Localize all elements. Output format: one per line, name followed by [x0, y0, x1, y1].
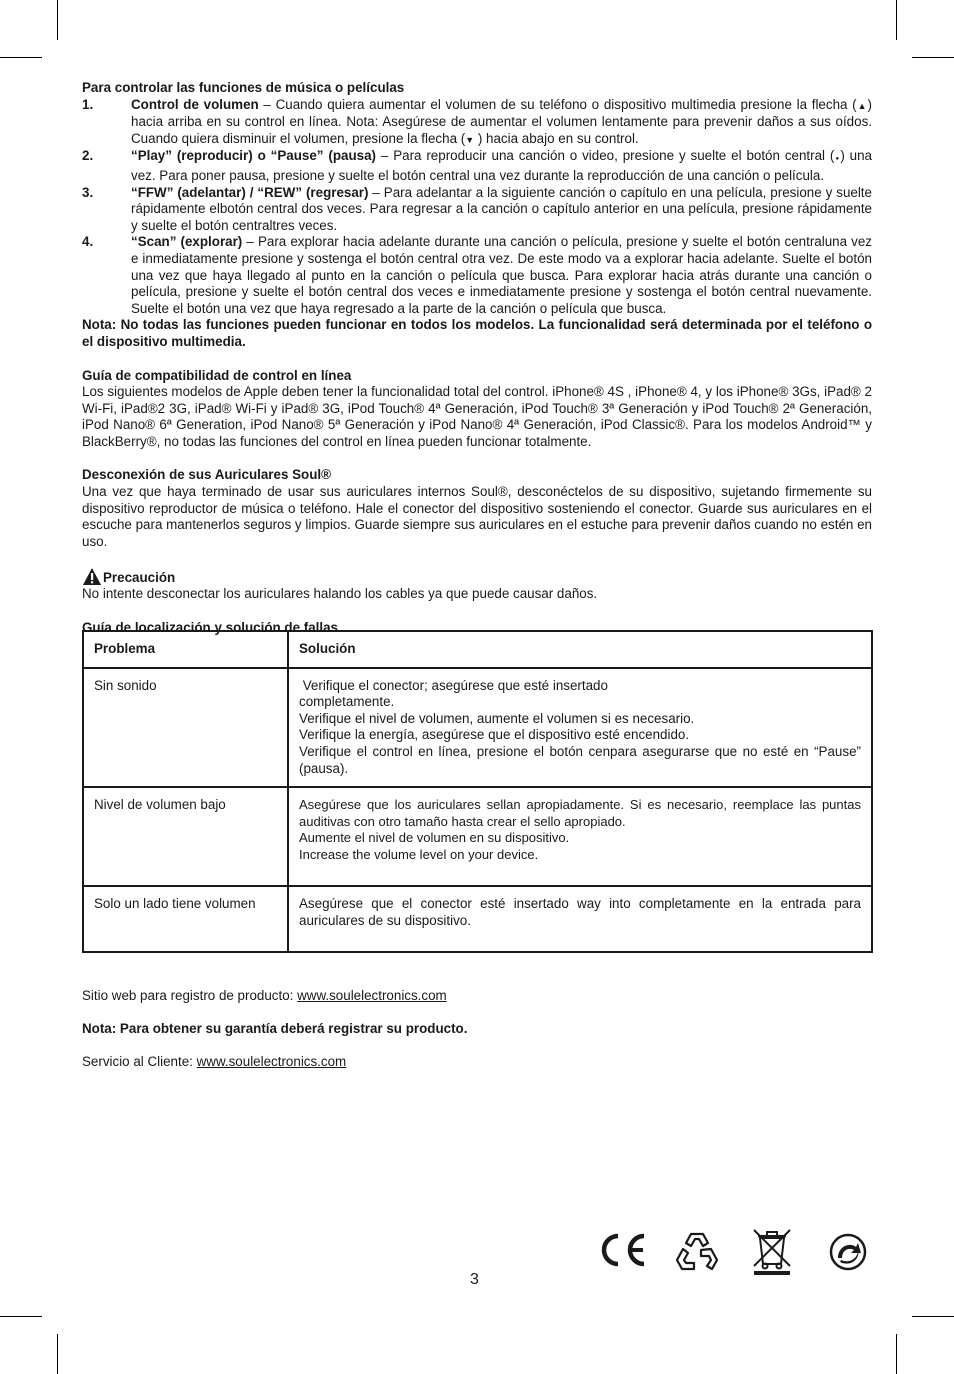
arrow-down-icon: ▼ [465, 134, 475, 145]
disconnect-body: Una vez que haya terminado de usar sus auriculares internos Soul®, desconéctelos de su dispositivo, sujetando firmemente su dispositivo reproductor de música o teléfono. Hale el conector del dispositivo sosteniendo el conector. Guarde sus auriculares en el escuche para mantenerlos seguros y limpios. Guarde siempre sus auriculares en el estuche para prevenir daños cuando no estén en uso. [82, 484, 872, 549]
service-line [82, 1054, 346, 1071]
step-title: “Play” (reproducir) o “Pause” (pausa) [131, 148, 376, 164]
music-heading: Para controlar las funciones de música o películas [82, 80, 405, 95]
weee-bin-icon [750, 1228, 794, 1276]
step-scan [82, 234, 872, 317]
music-steps [82, 97, 872, 318]
step-volume [82, 97, 872, 149]
solution-line: Verifique el conector; asegúrese que esté insertado [299, 677, 608, 693]
solution-cell [288, 668, 872, 788]
troubleshoot-heading: Guía de localización y solución de fallas [82, 620, 338, 636]
solution-cell [288, 886, 872, 952]
page-number: 3 [470, 1271, 479, 1288]
crop-mark [896, 0, 897, 40]
solution-line: Asegúrese que el conector esté insertado way into completamente en la entrada para auriculares de su dispositivo. [299, 896, 861, 928]
solution-line: completamente. [299, 694, 395, 710]
step-text: – Para explorar hacia adelante durante una canción o película, presione y suelte el botón centraluna vez e inmediatamente presione y sostenga el botón central otra vez. De este modo va a explorar hacia adelante. Suelte el botón una vez que haya llegado al punto en la canción o película que busca. Para explorar hacia atrás durante una canción o película, presione y suelte el botón central dos veces e inmediatamente presione y sostenga el botón central nuevamente. Suelte el botón una vez que haya regresado a la parte de la canción o película que busca. [131, 234, 872, 316]
solution-line: Asegúrese que los auriculares sellan apropiadamente. Si es necesario, reemplace las puntas auditivas con otro tamaño hasta crear el sello apropiado. [299, 797, 861, 829]
warranty-note: Nota: Para obtener su garantía deberá registrar su producto. [82, 1021, 468, 1036]
step-play-pause [82, 148, 872, 184]
page-content [82, 80, 872, 637]
table-row [83, 787, 872, 886]
step-ffw-rew [82, 185, 872, 235]
solution-line: Verifique el nivel de volumen, aumente el volumen si es necesario. [299, 710, 695, 726]
caution-title: Precaución [103, 569, 176, 585]
troubleshoot-table [82, 630, 873, 953]
step-number: 1. [82, 96, 94, 112]
step-text: – Cuando quiera aumentar el volumen de su teléfono o dispositivo multimedia presione la flecha ( [258, 96, 857, 112]
step-title: “FFW” (adelantar) / “REW” (regresar) [131, 184, 369, 200]
column-header-problem: Problema [83, 631, 288, 668]
caution-heading [82, 567, 872, 586]
step-number: 2. [82, 148, 94, 164]
crop-mark [57, 0, 58, 40]
registration-link[interactable]: www.soulelectronics.com [297, 988, 447, 1003]
ce-mark-icon [598, 1232, 648, 1268]
registration-line [82, 988, 447, 1005]
solution-line: Increase the volume level on your device. [299, 846, 539, 862]
step-text: ) una vez. Para poner pausa, presione y suelte el botón central una vez durante la reproducción de una canción o película. [131, 148, 872, 183]
crop-mark [0, 57, 42, 58]
crop-mark [912, 57, 954, 58]
column-header-solution: Solución [288, 631, 872, 668]
registration-label: Sitio web para registro de producto: [82, 988, 298, 1003]
solution-cell [288, 787, 872, 886]
functions-note: Nota: No todas las funciones pueden funcionar en todos los modelos. La funcionalidad será determinada por el teléfono o el dispositivo multimedia. [82, 317, 872, 349]
service-label: Servicio al Cliente: [82, 1054, 197, 1069]
problem-cell: Solo un lado tiene volumen [83, 886, 288, 952]
solution-line: Aumente el nivel de volumen en su dispositivo. [299, 830, 570, 846]
step-text: ) hacia abajo en su control. [474, 130, 639, 146]
step-text: – Para adelantar a la siguiente canción o capítulo en una película, presione y suelte rápidamente elbotón central dos veces. Para regresar a la canción o capítulo anterior en una película, presione rápidamente y suelte el botón centraltres veces. [131, 184, 872, 233]
table-row [83, 886, 872, 952]
solution-line: Verifique la energía, asegúrese que el dispositivo esté encendido. [299, 727, 690, 743]
step-title: “Scan” (explorar) [131, 234, 243, 250]
step-title: Control de volumen [131, 96, 259, 112]
crop-mark [896, 1334, 897, 1374]
warning-icon [82, 567, 102, 586]
problem-cell: Sin sonido [83, 668, 288, 788]
disconnect-heading: Desconexión de sus Auriculares Soul® [82, 467, 331, 483]
service-link[interactable]: www.soulelectronics.com [196, 1054, 347, 1069]
crop-mark [912, 1316, 954, 1317]
crop-mark [57, 1334, 58, 1374]
step-text: – Para reproducir una canción o video, presione y suelte el botón central ( [375, 148, 835, 164]
green-dot-icon [828, 1232, 868, 1272]
caution-body: No intente desconectar los auriculares halando los cables ya que puede causar daños. [82, 586, 598, 602]
solution-line: Verifique el control en línea, presione el botón cenpara asegurarse que no esté en “Pause” (pausa). [299, 743, 861, 776]
compat-heading: Guía de compatibilidad de control en línea [82, 367, 352, 383]
arrow-up-icon: ▲ [856, 100, 868, 111]
step-text: ) hacia arriba en su control en línea. Nota: Asegúrese de aumentar el volumen lentamente para prevenir daños a sus oídos. Cuando quiera disminuir el volumen, presione la flecha ( [131, 96, 872, 146]
crop-mark [0, 1316, 42, 1317]
recycle-icon [674, 1230, 720, 1274]
step-number: 3. [82, 184, 94, 200]
problem-cell: Nivel de volumen bajo [83, 787, 288, 886]
center-button-icon: ● [834, 156, 841, 163]
step-number: 4. [82, 234, 94, 250]
compat-body: Los siguientes modelos de Apple deben tener la funcionalidad total del control. iPhone® 4S , iPhone® 4, y los iPhone® 3Gs, iPad® 2 Wi-Fi, iPad®2 3G, iPad® Wi-Fi y iPad® 3G, iPod Touch® 4ª Generación, iPod Touch® 3ª Generación y iPod Touch® 2ª Generación, iPod Nano® 6ª Generation, iPod Nano® 5ª Generación y iPod Nano® 4ª Generación, iPod Classic®. Para los modelos Android™ y BlackBerry®, no todas las funciones del control en línea pueden funcionar totalmente. [82, 384, 872, 449]
table-header-row [83, 631, 872, 668]
table-row [83, 668, 872, 788]
